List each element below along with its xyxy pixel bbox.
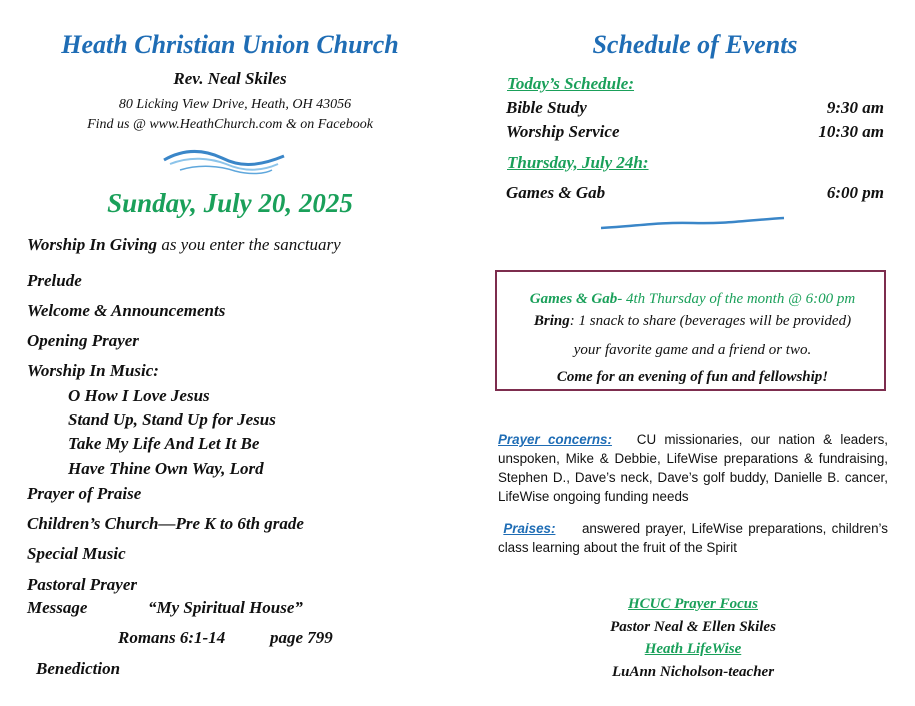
giving-text: as you enter the sanctuary: [157, 235, 341, 254]
giving-label: Worship In Giving: [27, 235, 158, 254]
wave-ornament-right: [598, 214, 788, 234]
event-name: Games & Gab: [506, 183, 606, 202]
event-time: 6:00 pm: [826, 183, 884, 202]
come-line: Come for an evening of fun and fellowship!: [556, 369, 829, 385]
order-pastoral-prayer: Pastoral Prayer: [27, 575, 138, 594]
church-name: Heath Christian Union Church: [61, 30, 399, 59]
scripture-page: page 799: [270, 628, 333, 647]
schedule-row: [506, 122, 884, 142]
praises: [498, 519, 888, 557]
order-childrens-church: Children’s Church—Pre K to 6th grade: [27, 514, 304, 533]
bring-detail: : 1 snack to share (beverages will be provided): [569, 313, 852, 329]
service-date: Sunday, July 20, 2025: [107, 188, 353, 218]
order-welcome: Welcome & Announcements: [27, 301, 226, 320]
games-label: Games & Gab: [529, 291, 618, 307]
thursday-heading: Thursday, July 24h:: [507, 153, 649, 172]
favorite-line: your favorite game and a friend or two.: [573, 342, 812, 358]
prayer-concerns-label: Prayer concerns:: [498, 432, 612, 447]
prayer-concerns: [498, 430, 888, 506]
event-name: Worship Service: [506, 122, 620, 141]
order-prayer-praise: Prayer of Praise: [27, 484, 142, 503]
church-web: Find us @ www.HeathChurch.com & on Facebook: [87, 117, 373, 132]
schedule-title: Schedule of Events: [592, 30, 798, 59]
church-address: 80 Licking View Drive, Heath, OH 43056: [118, 97, 352, 112]
games-gab-notice: [495, 270, 886, 391]
bring-line: [497, 313, 888, 330]
today-schedule-heading: Today’s Schedule:: [507, 74, 635, 93]
games-line: [497, 291, 888, 308]
event-name: Bible Study: [506, 98, 587, 117]
prayer-concerns-text: CU missionaries, our nation & leaders, unspoken, Mike & Debbie, LifeWise preparations & fundraising, Stephen D., Dave’s neck, Dave’s golf buddy, Danielle B. cancer, LifeWise ongoing funding needs: [498, 432, 888, 504]
order-special-music: Special Music: [27, 544, 126, 563]
order-benediction: Benediction: [36, 659, 121, 678]
hymn-item: Have Thine Own Way, Lord: [68, 459, 264, 478]
message-title: “My Spiritual House”: [148, 598, 303, 617]
bring-label: Bring: [533, 313, 570, 329]
worship-giving-line: [27, 235, 341, 255]
praises-text: answered prayer, LifeWise preparations, children’s class learning about the fruit of the Spirit: [498, 521, 888, 555]
games-detail: - 4th Thursday of the month @ 6:00 pm: [617, 291, 856, 307]
lifewise-name: LuAnn Nicholson-teacher: [611, 664, 775, 680]
prayer-focus-name: Pastor Neal & Ellen Skiles: [610, 619, 776, 635]
schedule-row: [506, 98, 884, 118]
order-opening-prayer: Opening Prayer: [27, 331, 139, 350]
scripture-reference: Romans 6:1-14: [118, 628, 226, 647]
prayer-focus-heading: HCUC Prayer Focus: [627, 596, 758, 612]
order-prelude: Prelude: [27, 271, 82, 290]
order-message: Message: [27, 598, 88, 617]
event-time: 9:30 am: [826, 98, 884, 117]
hymn-item: Stand Up, Stand Up for Jesus: [68, 410, 276, 429]
hymn-item: Take My Life And Let It Be: [68, 434, 260, 453]
praises-label: Praises:: [503, 521, 556, 536]
schedule-row: [506, 183, 884, 203]
pastor-name: Rev. Neal Skiles: [173, 69, 287, 88]
order-worship-music: Worship In Music:: [27, 361, 159, 380]
hymn-item: O How I Love Jesus: [68, 386, 210, 405]
lifewise-heading: Heath LifeWise: [644, 641, 742, 657]
wave-ornament-left: [160, 144, 290, 178]
event-time: 10:30 am: [818, 122, 884, 141]
